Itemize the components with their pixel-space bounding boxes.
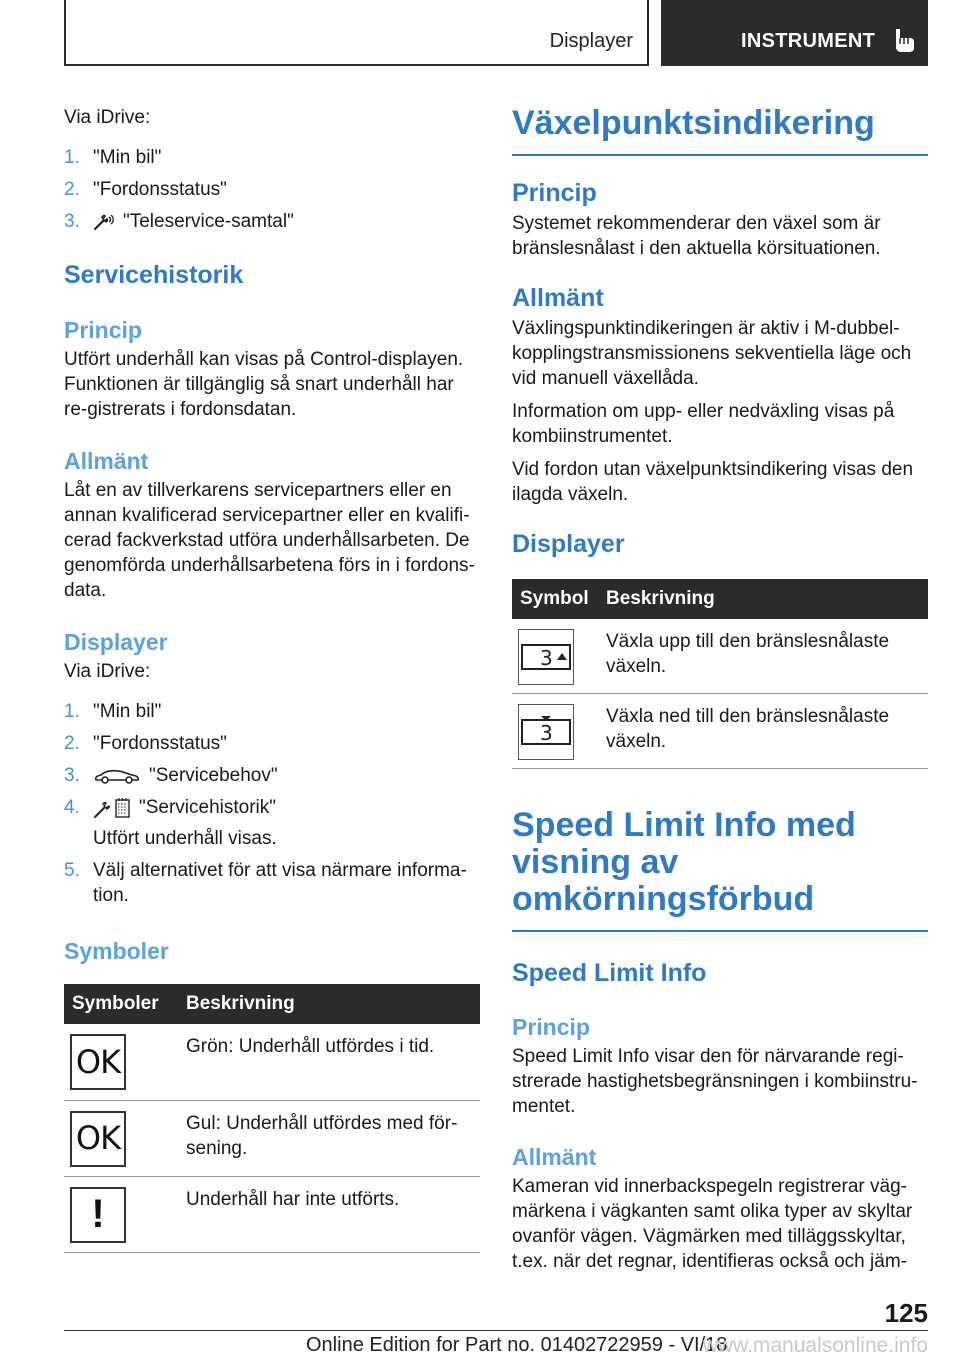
list-item: 2. "Fordonsstatus" [64,179,227,200]
list-item: 5. Välj alternativet för att visa närmare informa-tion. [64,860,467,906]
table-header: Symbol [512,579,598,619]
subsection-title-allmant: Allmänt [512,284,604,312]
car-outline-icon [93,767,141,785]
table-row: 3 Växla ned till den bränslesnålaste växeln. [512,694,928,769]
subsection-title-princip: Princip [512,1014,590,1040]
service-history-icon [93,797,131,819]
teleservice-wrench-icon [93,213,115,231]
header-section-label: Displayer [549,30,633,52]
list-item: 2. "Fordonsstatus" [64,733,227,754]
allmant-text: Kameran vid innerbackspegeln registrerar väg-märkena i vägkanten samt olika typer av skyltar ovanför vägen. Vägmärken med tilläggsskyltar, t.ex. när det regnar, identifieras också och jäm- [512,1176,913,1272]
subsection-title-symboler: Symboler [64,938,169,964]
svg-text:3: 3 [540,721,553,745]
list-item: 1. "Min bil" [64,701,162,722]
princip-text: Systemet rekommenderar den växel som är bränslesnålast i den aktuella körsituationen. [512,213,881,259]
section-title-speed-limit-info: Speed Limit Info [512,959,707,987]
table-row: 3 Växla upp till den bränslesnålaste växeln. [512,619,928,694]
pointing-hand-icon [890,26,918,54]
list-item: 1. "Min bil" [64,147,162,168]
subsection-title-allmant: Allmänt [64,448,149,474]
svg-text:3: 3 [540,646,553,670]
left-column [64,105,480,1253]
princip-text: Utfört underhåll kan visas på Control-displayen. Funktionen är tillgänglig så snart underhåll har re-gistrerats i fordonsdatan. [64,349,464,420]
allmant-para: Växlingspunktindikeringen är aktiv i M-dubbel-kopplingstransmissionens sekventiella läge och vid manuell växellåda. [512,318,912,389]
table-row: ! Underhåll har inte utförts. [64,1176,480,1252]
footer-edition: Online Edition for Part no. 01402722959 - VI/18 [306,1334,728,1356]
allmant-para: Vid fordon utan växelpunktsindikering visas den ilagda växeln. [512,459,914,505]
chapter-title-vaxel: Växelpunktsindikering [512,105,928,156]
gear-symbols-table [512,579,928,769]
gear-up-icon [518,629,574,685]
header-chapter-label: INSTRUMENT [741,30,876,52]
header-section-box [64,0,649,66]
list-item: 3. "Teleservice-samtal" [64,211,294,232]
displayer-intro: Via iDrive: [64,661,151,682]
ok-green-icon: OK [70,1034,126,1090]
intro-text: Via iDrive: [64,107,151,128]
gear-up-graphic [520,637,572,677]
right-column [512,105,928,1274]
table-header: Beskrivning [178,984,480,1024]
chapter-title-speed-limit: Speed Limit Info med visning av omkörningsförbud [512,807,928,932]
gear-down-graphic [520,712,572,752]
table-row: OK Gul: Underhåll utfördes med för-sening. [64,1100,480,1176]
allmant-para: Information om upp- eller nedväxling visas på kombiinstrumentet. [512,401,895,447]
table-header: Symboler [64,984,178,1024]
subsection-title-displayer: Displayer [64,629,168,655]
subsection-title-displayer: Displayer [512,530,625,558]
section-title-servicehistorik: Servicehistorik [64,261,244,289]
steps-list-1 [64,145,480,234]
subsection-title-princip: Princip [512,179,597,207]
page-number: 125 [884,1298,928,1328]
table-row: OK Grön: Underhåll utfördes i tid. [64,1024,480,1100]
subsection-title-princip: Princip [64,317,142,343]
footer-divider [64,1330,928,1331]
allmant-text: Låt en av tillverkarens servicepartners eller en annan kvalificerad servicepartner eller en kvalifi-cerad fackverkstad utföra underhållsarbeten. De genomförda underhållsarbetena förs in i fordons-data. [64,480,475,601]
gear-down-icon [518,704,574,760]
list-item: 4. "Servicehistorik" Utfört underhåll visas. [64,797,277,849]
subsection-title-allmant: Allmänt [512,1144,597,1170]
exclamation-icon: ! [70,1187,126,1243]
steps-list-2 [64,699,480,908]
header-chapter-tab [661,0,928,66]
list-item: 3. "Servicebehov" [64,765,278,786]
princip-text: Speed Limit Info visar den för närvarande regi-strerade hastighetsbegränsningen i kombiinstru-mentet. [512,1046,918,1117]
ok-yellow-icon: OK [70,1111,126,1167]
symbols-table [64,984,480,1253]
watermark-text: www.manualsonline.info [702,1334,928,1357]
table-header: Beskrivning [598,579,928,619]
